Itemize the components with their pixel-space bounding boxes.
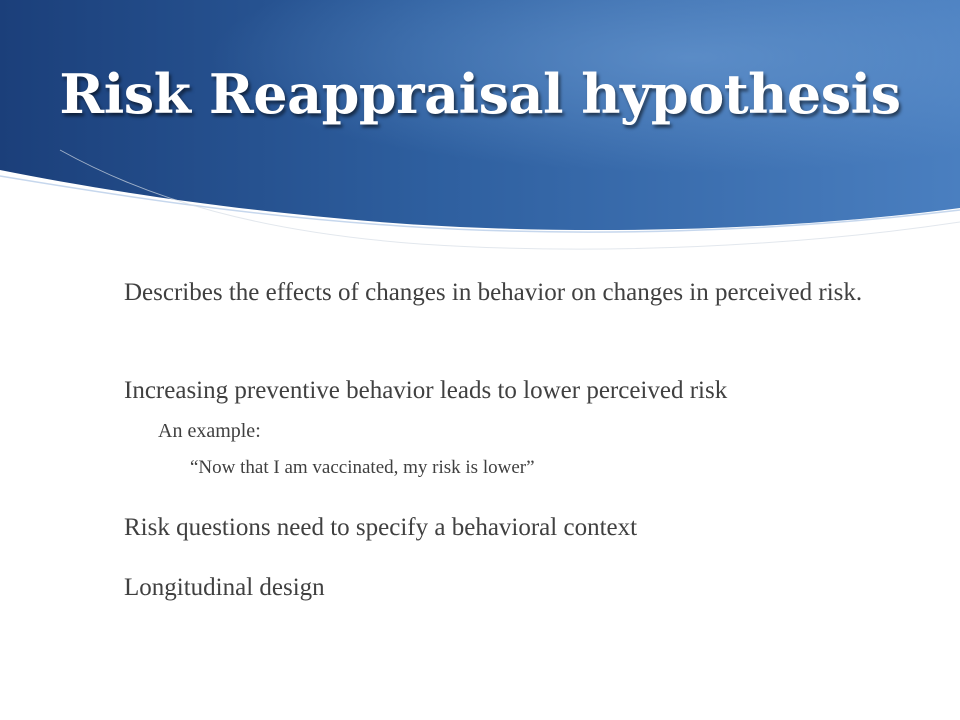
bullet-text: Describes the effects of changes in behavior on changes in perceived risk. <box>124 279 863 306</box>
bullet-item <box>90 276 870 310</box>
bullet-text: “Now that I am vaccinated, my risk is lower” <box>190 457 535 478</box>
bullet-item <box>90 511 870 545</box>
bullet-text: An example: <box>158 420 261 442</box>
slide-title: Risk Reappraisal hypothesis <box>59 62 901 126</box>
bullet-item <box>90 374 870 408</box>
bullet-text: Increasing preventive behavior leads to lower perceived risk <box>124 377 728 404</box>
bullet-text: Longitudinal design <box>124 574 325 601</box>
bullet-text: Risk questions need to specify a behavioral context <box>124 514 638 541</box>
sub-bullet-item <box>128 417 868 445</box>
sub-sub-bullet-item <box>160 455 880 481</box>
bullet-item <box>90 571 870 605</box>
